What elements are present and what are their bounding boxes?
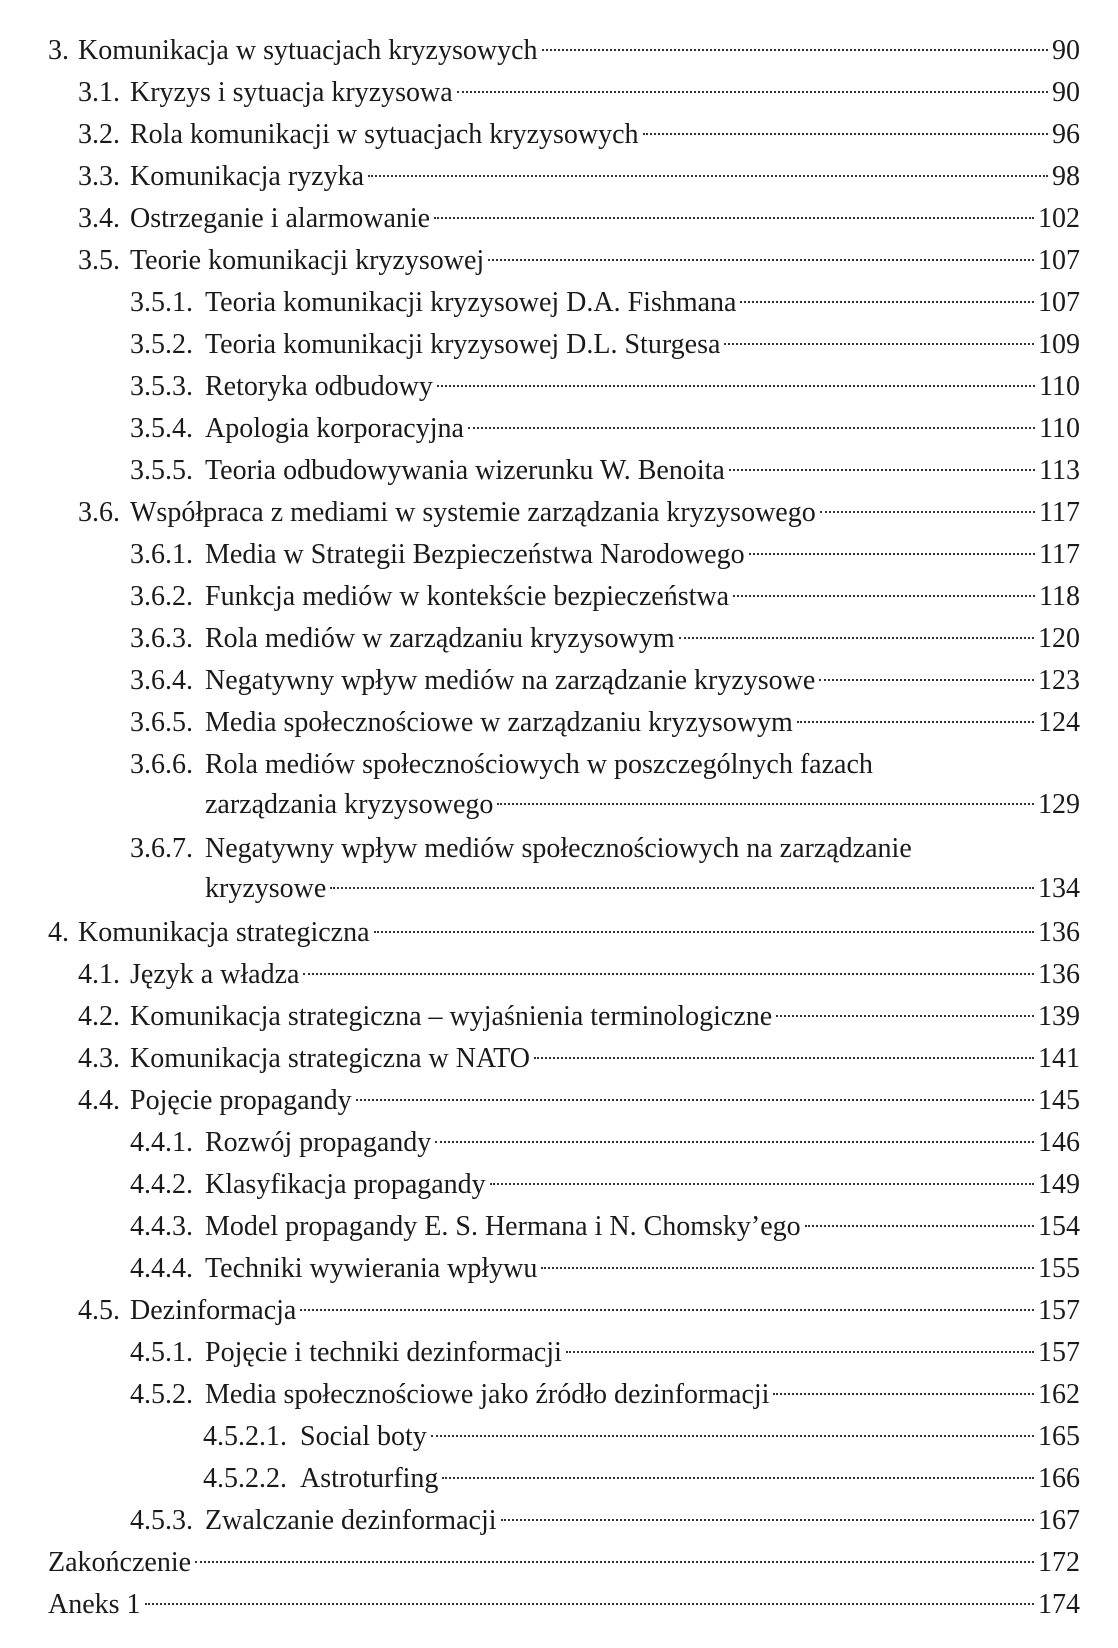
toc-entry[interactable] — [0, 1080, 1118, 1122]
toc-entry-page-number: 155 — [1038, 1253, 1080, 1284]
toc-entry-page-number: 149 — [1038, 1169, 1080, 1200]
toc-entry-row — [205, 450, 1080, 492]
toc-entry[interactable] — [0, 114, 1118, 156]
toc-entry-number: 4.4.3. — [130, 1211, 193, 1242]
toc-entry-row — [78, 30, 1080, 72]
toc-entry[interactable] — [0, 1164, 1118, 1206]
toc-entry-row — [205, 324, 1080, 366]
toc-entry-title: Kryzys i sytuacja kryzysowa — [130, 77, 453, 108]
toc-entry-number: 3.6.2. — [130, 581, 193, 612]
dot-leader — [749, 553, 1035, 555]
toc-entry-page-number: 154 — [1038, 1211, 1080, 1242]
dot-leader — [437, 385, 1035, 387]
toc-entry-page-number: 109 — [1038, 329, 1080, 360]
toc-entry[interactable] — [0, 366, 1118, 408]
dot-leader — [490, 1183, 1034, 1185]
toc-entry[interactable] — [0, 1332, 1118, 1374]
toc-entry-page-number: 157 — [1038, 1295, 1080, 1326]
toc-entry-title: Astroturfing — [300, 1463, 439, 1494]
toc-entry-title: Rola komunikacji w sytuacjach kryzysowych — [130, 119, 639, 150]
toc-entry-page-number: 162 — [1038, 1379, 1080, 1410]
toc-entry-number: 3. — [48, 35, 69, 66]
toc-entry-page-number: 174 — [1038, 1589, 1080, 1620]
toc-entry-number: 4.2. — [78, 1001, 120, 1032]
toc-entry-row — [300, 1416, 1080, 1458]
toc-entry-number: 4.4.1. — [130, 1127, 193, 1158]
toc-entry-title: zarządzania kryzysowego — [205, 789, 494, 820]
toc-entry-page-number: 98 — [1052, 161, 1080, 192]
dot-leader — [434, 217, 1034, 219]
toc-entry-row — [130, 72, 1080, 114]
toc-entry[interactable] — [0, 1290, 1118, 1332]
toc-entry-title: Komunikacja w sytuacjach kryzysowych — [78, 35, 538, 66]
toc-entry-number: 3.4. — [78, 203, 120, 234]
toc-entry-page-number: 107 — [1038, 287, 1080, 318]
toc-entry[interactable] — [0, 744, 1118, 828]
toc-entry-title-line1: Negatywny wpływ mediów społecznościowych na zarządzanie — [205, 833, 912, 864]
toc-entry-row — [48, 1584, 1080, 1626]
toc-entry-number: 3.2. — [78, 119, 120, 150]
dot-leader — [442, 1477, 1034, 1479]
toc-entry-title: Funkcja mediów w kontekście bezpieczeństwa — [205, 581, 730, 612]
toc-entry-row — [205, 868, 1080, 910]
dot-leader — [541, 1267, 1034, 1269]
toc-entry-row — [130, 240, 1080, 282]
toc-entry-row — [130, 198, 1080, 240]
toc-entry-number: 4.4. — [78, 1085, 120, 1116]
toc-entry-title: Aneks 1 — [48, 1589, 141, 1620]
toc-entry[interactable] — [0, 282, 1118, 324]
dot-leader — [679, 637, 1034, 639]
toc-entry-row — [130, 156, 1080, 198]
dot-leader — [534, 1057, 1034, 1059]
toc-entry-title: Media w Strategii Bezpieczeństwa Narodowego — [205, 539, 745, 570]
toc-entry[interactable] — [0, 156, 1118, 198]
toc-entry[interactable] — [0, 1416, 1118, 1458]
toc-entry-title: Techniki wywierania wpływu — [205, 1253, 538, 1284]
toc-entry-page-number: 118 — [1039, 581, 1080, 612]
toc-entry-page-number: 139 — [1038, 1001, 1080, 1032]
toc-entry[interactable] — [0, 408, 1118, 450]
toc-entry-number: 4.5.2.2. — [203, 1463, 287, 1494]
toc-entry-page-number: 146 — [1038, 1127, 1080, 1158]
toc-entry-page-number: 157 — [1038, 1337, 1080, 1368]
toc-entry-number: 4.3. — [78, 1043, 120, 1074]
toc-entry-title: Teorie komunikacji kryzysowej — [130, 245, 485, 276]
toc-entry-row — [205, 1500, 1080, 1542]
toc-entry-title: kryzysowe — [205, 873, 327, 904]
toc-entry-number: 3.6.3. — [130, 623, 193, 654]
toc-entry-title: Negatywny wpływ mediów na zarządzanie kryzysowe — [205, 665, 816, 696]
toc-entry[interactable] — [0, 72, 1118, 114]
toc-entry[interactable] — [0, 660, 1118, 702]
toc-entry-title: Apologia korporacyjna — [205, 413, 464, 444]
toc-entry-row — [205, 784, 1080, 826]
toc-entry-row — [205, 534, 1080, 576]
toc-entry[interactable] — [0, 954, 1118, 996]
toc-entry[interactable] — [0, 1458, 1118, 1500]
toc-entry-row — [130, 114, 1080, 156]
toc-entry-title: Komunikacja strategiczna w NATO — [130, 1043, 530, 1074]
toc-entry[interactable] — [0, 996, 1118, 1038]
toc-entry-number: 3.5. — [78, 245, 120, 276]
toc-entry-page-number: 90 — [1052, 35, 1080, 66]
dot-leader — [374, 931, 1034, 933]
toc-entry-title: Dezinformacja — [130, 1295, 297, 1326]
dot-leader — [300, 1309, 1034, 1311]
toc-entry-number: 3.6.6. — [130, 749, 193, 780]
toc-entry-number: 3.6. — [78, 497, 120, 528]
dot-leader — [145, 1603, 1034, 1605]
toc-entry-page-number: 113 — [1039, 455, 1080, 486]
toc-entry-number: 3.5.1. — [130, 287, 193, 318]
toc-entry-row — [300, 1458, 1080, 1500]
toc-entry-page-number: 136 — [1038, 959, 1080, 990]
toc-entry[interactable] — [0, 324, 1118, 366]
toc-entry-row — [130, 1038, 1080, 1080]
toc-entry-page-number: 110 — [1039, 413, 1080, 444]
toc-entry-title: Rola mediów w zarządzaniu kryzysowym — [205, 623, 675, 654]
toc-entry-title: Pojęcie i techniki dezinformacji — [205, 1337, 562, 1368]
toc-entry-page-number: 166 — [1038, 1463, 1080, 1494]
toc-entry-number: 4.4.4. — [130, 1253, 193, 1284]
toc-entry-row — [205, 408, 1080, 450]
toc-entry-title: Ostrzeganie i alarmowanie — [130, 203, 431, 234]
toc-entry-title: Retoryka odbudowy — [205, 371, 433, 402]
toc-entry[interactable] — [0, 492, 1118, 534]
toc-entry-number: 3.3. — [78, 161, 120, 192]
toc-entry[interactable] — [0, 30, 1118, 72]
toc-entry-page-number: 145 — [1038, 1085, 1080, 1116]
toc-entry-row — [205, 1164, 1080, 1206]
toc-entry-page-number: 165 — [1038, 1421, 1080, 1452]
dot-leader — [773, 1393, 1034, 1395]
dot-leader — [733, 595, 1035, 597]
toc-entry-title: Klasyfikacja propagandy — [205, 1169, 486, 1200]
toc-entry-row — [205, 366, 1080, 408]
dot-leader — [431, 1435, 1034, 1437]
toc-entry-number: 4.5.1. — [130, 1337, 193, 1368]
toc-entry-title: Social boty — [300, 1421, 427, 1452]
dot-leader — [819, 679, 1034, 681]
toc-entry-page-number: 124 — [1038, 707, 1080, 738]
dot-leader — [501, 1519, 1035, 1521]
toc-entry-number: 4.5. — [78, 1295, 120, 1326]
toc-entry[interactable] — [0, 1542, 1118, 1584]
toc-entry-row — [78, 912, 1080, 954]
toc-entry-title: Zwalczanie dezinformacji — [205, 1505, 497, 1536]
dot-leader — [820, 511, 1035, 513]
toc-entry-row — [48, 1542, 1080, 1584]
toc-entry-row — [205, 660, 1080, 702]
toc-entry[interactable] — [0, 1038, 1118, 1080]
toc-entry[interactable] — [0, 1584, 1118, 1626]
toc-entry[interactable] — [0, 912, 1118, 954]
toc-entry-title: Komunikacja ryzyka — [130, 161, 365, 192]
toc-entry[interactable] — [0, 1206, 1118, 1248]
toc-entry-number: 4.5.2. — [130, 1379, 193, 1410]
dot-leader — [797, 721, 1034, 723]
toc-entry-row — [205, 1332, 1080, 1374]
toc-entry[interactable] — [0, 534, 1118, 576]
toc-entry-number: 3.5.3. — [130, 371, 193, 402]
toc-entry-title: Zakończenie — [48, 1547, 192, 1578]
toc-entry-title: Media społecznościowe w zarządzaniu kryzysowym — [205, 707, 793, 738]
toc-entry-title: Media społecznościowe jako źródło dezinformacji — [205, 1379, 770, 1410]
toc-entry-row — [130, 492, 1080, 534]
dot-leader — [457, 91, 1048, 93]
toc-entry-page-number: 141 — [1038, 1043, 1080, 1074]
toc-entry-page-number: 90 — [1052, 77, 1080, 108]
toc-entry[interactable] — [0, 1500, 1118, 1542]
toc-entry-page-number: 123 — [1038, 665, 1080, 696]
toc-entry-row — [205, 576, 1080, 618]
toc-entry-number: 3.6.5. — [130, 707, 193, 738]
toc-entry-page-number: 117 — [1039, 497, 1080, 528]
toc-entry-title: Teoria komunikacji kryzysowej D.A. Fishmana — [205, 287, 737, 318]
dot-leader — [724, 343, 1034, 345]
toc-entry-page-number: 110 — [1039, 371, 1080, 402]
toc-entry-page-number: 102 — [1038, 203, 1080, 234]
dot-leader — [330, 887, 1034, 889]
toc-entry-page-number: 167 — [1038, 1505, 1080, 1536]
dot-leader — [566, 1351, 1034, 1353]
dot-leader — [805, 1225, 1034, 1227]
dot-leader — [643, 133, 1048, 135]
toc-entry-title: Współpraca z mediami w systemie zarządzania kryzysowego — [130, 497, 816, 528]
toc-entry-row — [130, 1080, 1080, 1122]
dot-leader — [368, 175, 1048, 177]
dot-leader — [195, 1561, 1034, 1563]
toc-entry[interactable] — [0, 828, 1118, 912]
toc-entry-number: 3.1. — [78, 77, 120, 108]
dot-leader — [468, 427, 1035, 429]
toc-entry-row — [205, 618, 1080, 660]
toc-entry-row — [130, 954, 1080, 996]
toc-entry-number: 4.5.2.1. — [203, 1421, 287, 1452]
toc-entry-number: 3.6.1. — [130, 539, 193, 570]
toc-entry-row — [205, 1122, 1080, 1164]
toc-entry-title: Rozwój propagandy — [205, 1127, 432, 1158]
toc-entry-row — [205, 702, 1080, 744]
toc-entry-title: Model propagandy E. S. Hermana i N. Chomsky’ego — [205, 1211, 801, 1242]
dot-leader — [542, 49, 1048, 51]
toc-entry-title: Pojęcie propagandy — [130, 1085, 352, 1116]
toc-entry-row — [205, 1374, 1080, 1416]
toc-entry-number: 4.4.2. — [130, 1169, 193, 1200]
toc-entry-page-number: 172 — [1038, 1547, 1080, 1578]
toc-entry[interactable] — [0, 240, 1118, 282]
toc-entry-page-number: 107 — [1038, 245, 1080, 276]
dot-leader — [729, 469, 1035, 471]
toc-entry-title: Teoria odbudowywania wizerunku W. Benoita — [205, 455, 725, 486]
dot-leader — [303, 973, 1034, 975]
table-of-contents — [0, 30, 1118, 1626]
toc-entry[interactable] — [0, 1122, 1118, 1164]
toc-entry-number: 4.5.3. — [130, 1505, 193, 1536]
toc-entry-title: Język a władza — [130, 959, 300, 990]
toc-entry-title: Teoria komunikacji kryzysowej D.L. Sturgesa — [205, 329, 721, 360]
toc-entry[interactable] — [0, 702, 1118, 744]
dot-leader — [776, 1015, 1034, 1017]
toc-entry[interactable] — [0, 1374, 1118, 1416]
toc-entry-page-number: 120 — [1038, 623, 1080, 654]
toc-entry-page-number: 129 — [1038, 789, 1080, 820]
toc-entry-page-number: 117 — [1039, 539, 1080, 570]
toc-entry-number: 4.1. — [78, 959, 120, 990]
toc-entry-page-number: 134 — [1038, 873, 1080, 904]
toc-entry[interactable] — [0, 1248, 1118, 1290]
dot-leader — [435, 1141, 1034, 1143]
toc-entry[interactable] — [0, 450, 1118, 492]
toc-entry-title-line1: Rola mediów społecznościowych w poszczególnych fazach — [205, 749, 873, 780]
toc-entry-number: 3.5.2. — [130, 329, 193, 360]
dot-leader — [740, 301, 1034, 303]
toc-entry-row — [130, 996, 1080, 1038]
toc-entry-number: 3.6.4. — [130, 665, 193, 696]
toc-entry-row — [130, 1290, 1080, 1332]
dot-leader — [356, 1099, 1034, 1101]
toc-entry-number: 3.6.7. — [130, 833, 193, 864]
toc-entry-page-number: 136 — [1038, 917, 1080, 948]
toc-entry-page-number: 96 — [1052, 119, 1080, 150]
toc-entry-number: 3.5.5. — [130, 455, 193, 486]
toc-entry[interactable] — [0, 198, 1118, 240]
toc-entry-row — [205, 1206, 1080, 1248]
toc-entry[interactable] — [0, 618, 1118, 660]
toc-entry-row — [205, 1248, 1080, 1290]
dot-leader — [497, 803, 1034, 805]
dot-leader — [488, 259, 1034, 261]
toc-entry-number: 4. — [48, 917, 69, 948]
toc-entry-title: Komunikacja strategiczna — [78, 917, 370, 948]
toc-entry[interactable] — [0, 576, 1118, 618]
toc-entry-row — [205, 282, 1080, 324]
toc-entry-title: Komunikacja strategiczna – wyjaśnienia terminologiczne — [130, 1001, 773, 1032]
toc-entry-number: 3.5.4. — [130, 413, 193, 444]
